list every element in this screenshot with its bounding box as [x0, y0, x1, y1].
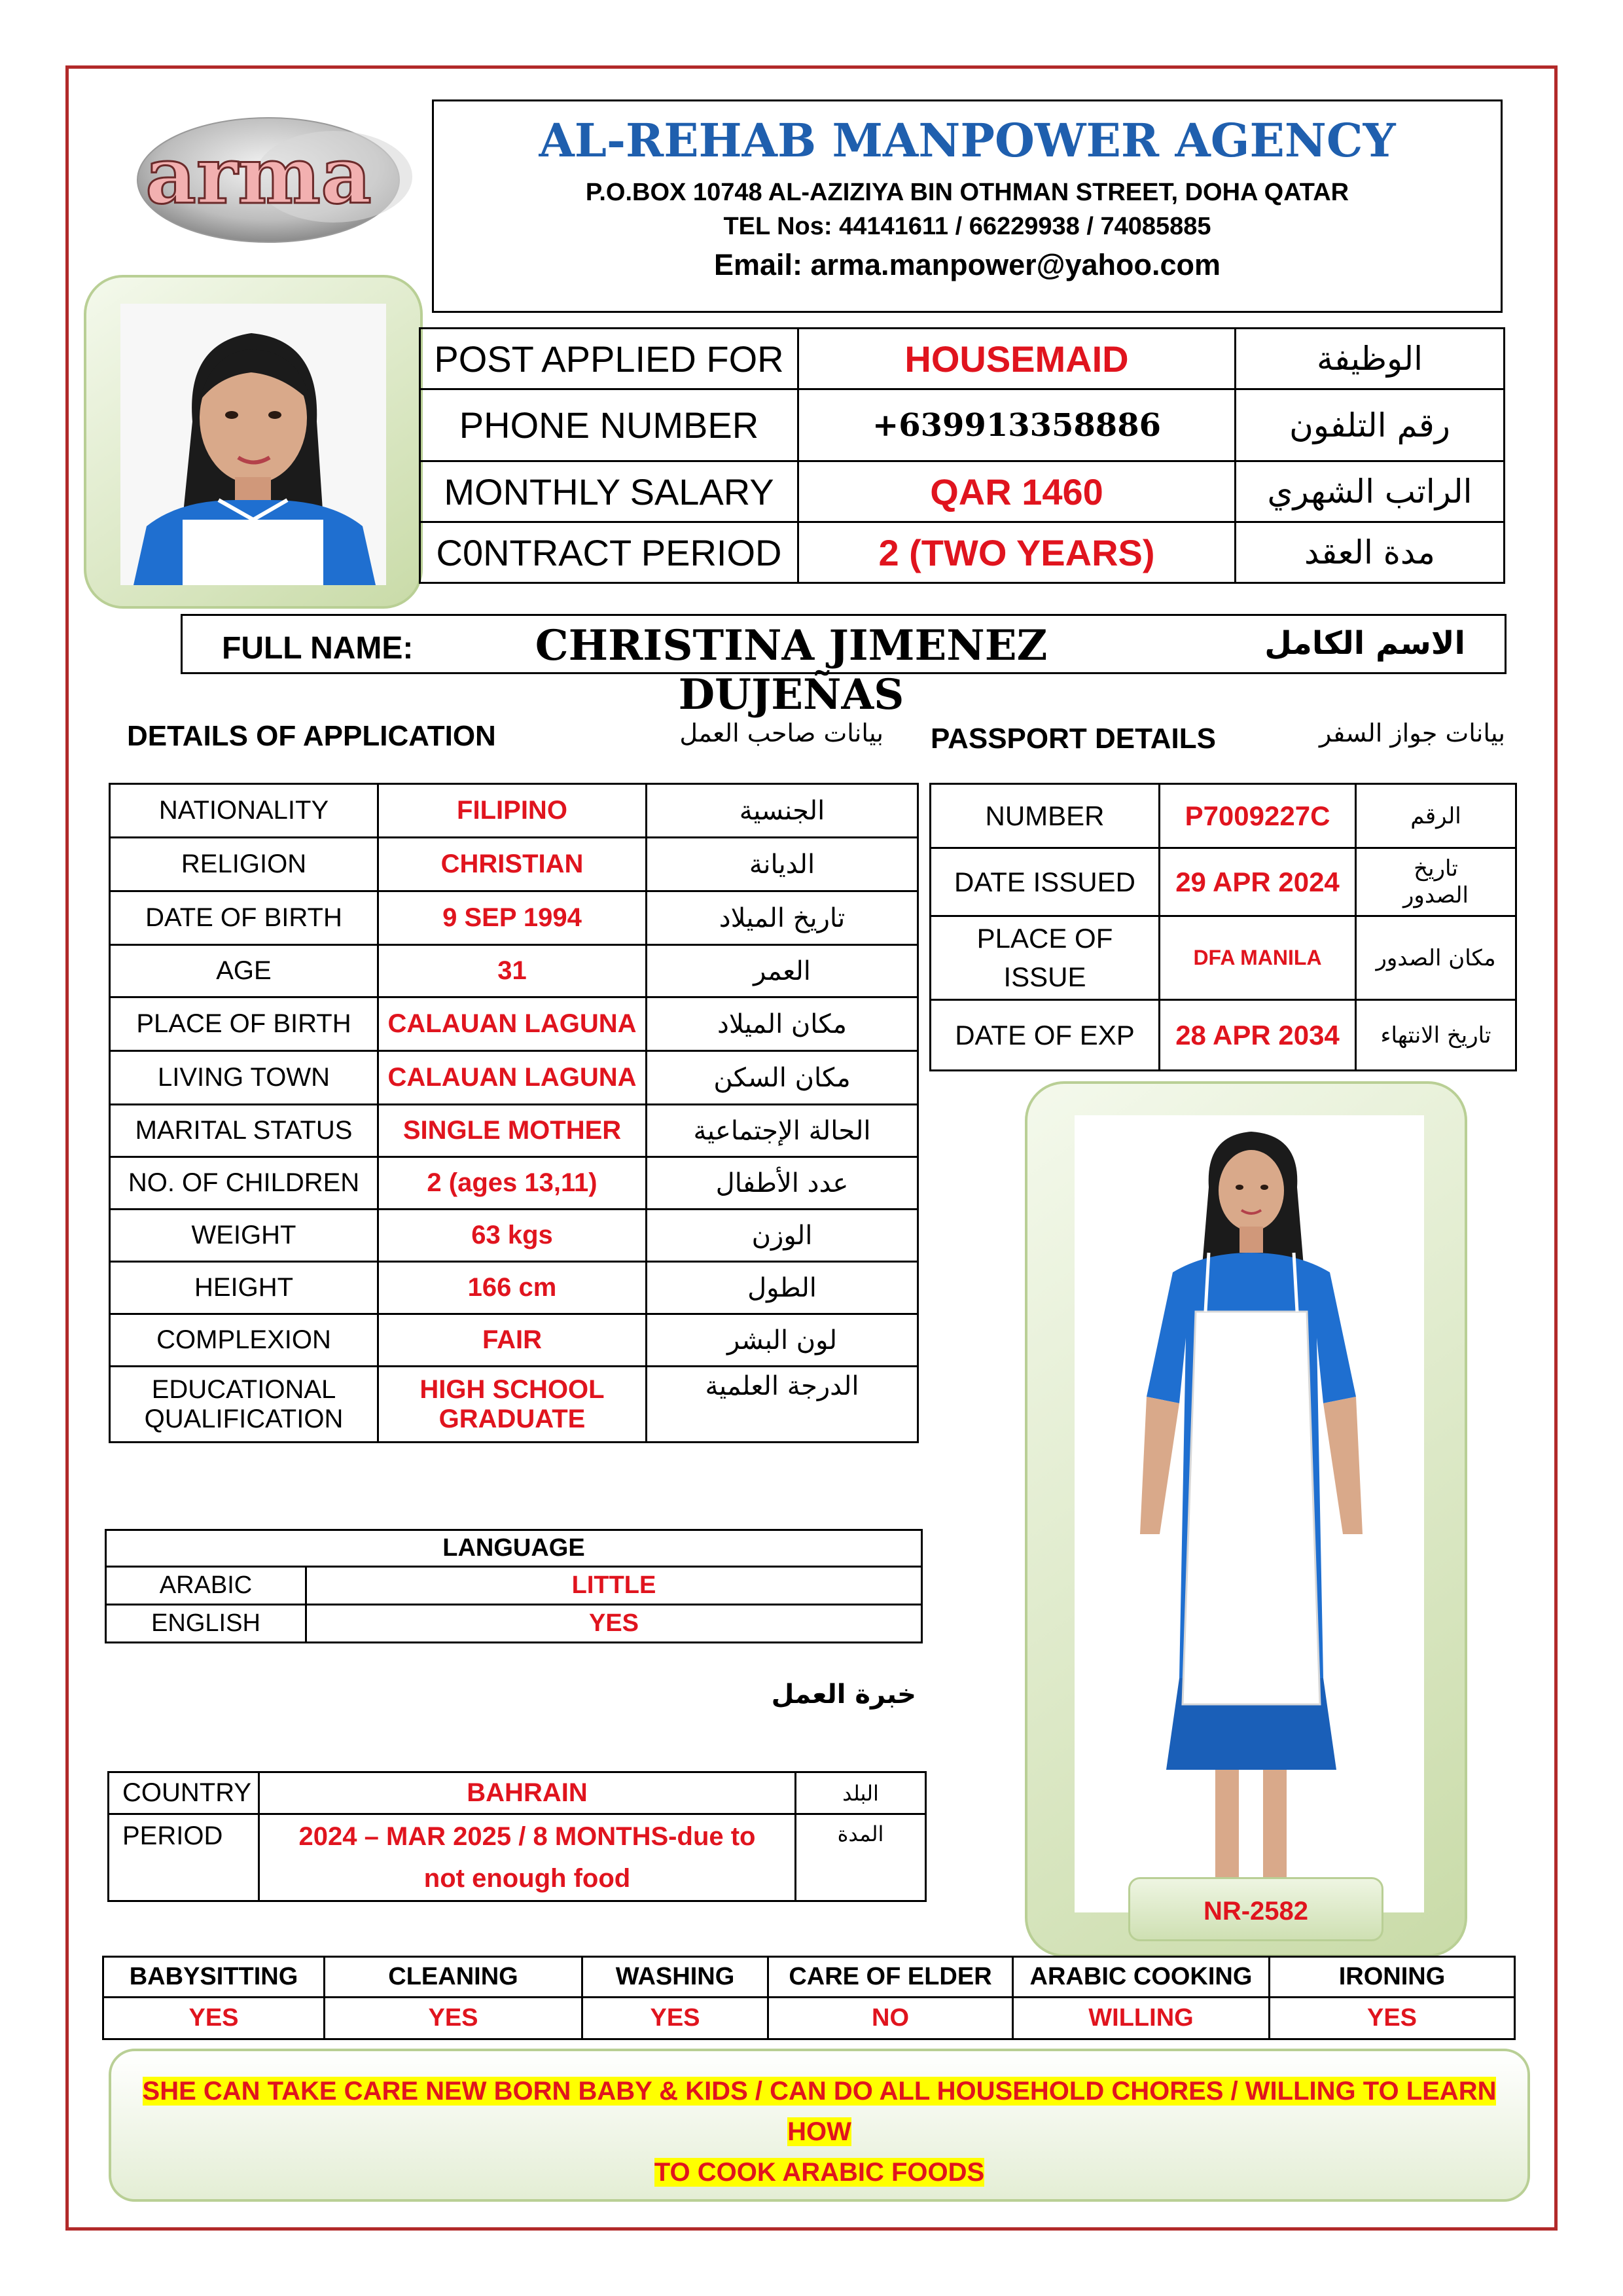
- experience-title-ar: خبرة العمل: [771, 1679, 916, 1710]
- education-label-line: EDUCATIONAL: [151, 1374, 336, 1404]
- experience-value-line: 2024 – MAR 2025 / 8 MONTHS-due to: [298, 1822, 756, 1851]
- detail-label: MARITAL STATUS: [110, 1105, 378, 1157]
- portrait-frame: [84, 275, 423, 609]
- remarks-text: [111, 2071, 1527, 2193]
- skill-value: YES: [325, 1998, 582, 2039]
- detail-value: FILIPINO: [378, 784, 647, 838]
- detail-value: 63 kgs: [378, 1210, 647, 1262]
- detail-label-ar: العمر: [647, 945, 918, 997]
- detail-value: 9 SEP 1994: [378, 891, 647, 945]
- education-value: [378, 1367, 647, 1443]
- detail-label-ar: مكان الميلاد: [647, 997, 918, 1051]
- svg-text:arma: arma: [145, 130, 372, 222]
- passport-label-ar-line: تاريخ: [1414, 855, 1458, 882]
- detail-label-ar: الديانة: [647, 838, 918, 891]
- detail-label-ar: الوزن: [647, 1210, 918, 1262]
- skill-label: WASHING: [582, 1957, 768, 1998]
- passport-label: DATE ISSUED: [931, 848, 1160, 916]
- experience-value: [259, 1814, 796, 1901]
- full-body-photo: [1075, 1115, 1424, 1912]
- job-label: C0NTRACT PERIOD: [420, 522, 798, 583]
- passport-label-ar: تاريخ الانتهاء: [1356, 1000, 1516, 1071]
- full-body-photo-frame: [1025, 1081, 1467, 1957]
- skill-label: IRONING: [1270, 1957, 1515, 1998]
- passport-label: NUMBER: [931, 784, 1160, 848]
- education-label: [110, 1367, 378, 1443]
- detail-value: 2 (ages 13,11): [378, 1157, 647, 1210]
- passport-label: [931, 916, 1160, 1000]
- job-value: QAR 1460: [798, 461, 1236, 522]
- full-name-ar: الاسم الكامل: [1264, 625, 1465, 662]
- job-label-ar: رقم التلفون: [1236, 389, 1505, 461]
- education-value-line: GRADUATE: [438, 1404, 586, 1433]
- language-title: LANGUAGE: [106, 1530, 922, 1567]
- skill-value: YES: [103, 1998, 325, 2039]
- detail-value: 166 cm: [378, 1262, 647, 1314]
- education-value-line: HIGH SCHOOL: [419, 1374, 605, 1404]
- job-value: 2 (TWO YEARS): [798, 522, 1236, 583]
- passport-label: DATE OF EXP: [931, 1000, 1160, 1071]
- job-label: PHONE NUMBER: [420, 389, 798, 461]
- details-table: [109, 783, 919, 1443]
- detail-value: SINGLE MOTHER: [378, 1105, 647, 1157]
- skill-value: NO: [768, 1998, 1013, 2039]
- passport-title: PASSPORT DETAILS: [931, 723, 1216, 755]
- skill-label: BABYSITTING: [103, 1957, 325, 1998]
- experience-value-line: not enough food: [423, 1864, 631, 1893]
- skill-value: YES: [1270, 1998, 1515, 2039]
- experience-label: COUNTRY: [109, 1772, 259, 1814]
- skill-label: CLEANING: [325, 1957, 582, 1998]
- detail-label: NO. OF CHILDREN: [110, 1157, 378, 1210]
- detail-label: DATE OF BIRTH: [110, 891, 378, 945]
- details-title-ar: بيانات صاحب العمل: [679, 719, 883, 747]
- full-name-value: CHRISTINA JIMENEZ DUJEÑAS: [535, 621, 1048, 719]
- detail-label: LIVING TOWN: [110, 1051, 378, 1105]
- experience-label-ar: المدة: [796, 1814, 926, 1901]
- passport-value: P7009227C: [1160, 784, 1356, 848]
- detail-label: PLACE OF BIRTH: [110, 997, 378, 1051]
- job-table: [419, 327, 1505, 584]
- passport-label-ar: مكان الصدور: [1356, 916, 1516, 1000]
- job-label: POST APPLIED FOR: [420, 329, 798, 389]
- detail-label-ar: لون البشر: [647, 1314, 918, 1367]
- job-label: MONTHLY SALARY: [420, 461, 798, 522]
- detail-label-ar: الطول: [647, 1262, 918, 1314]
- agency-address: P.O.BOX 10748 AL-AZIZIYA BIN OTHMAN STREET, DOHA QATAR: [585, 179, 1349, 206]
- detail-label-ar: الجنسية: [647, 784, 918, 838]
- remarks-line: TO COOK ARABIC FOODS: [654, 2158, 985, 2187]
- detail-label-ar: تاريخ الميلاد: [647, 891, 918, 945]
- agency-email: Email: arma.manpower@yahoo.com: [713, 248, 1221, 281]
- experience-table: [107, 1771, 927, 1902]
- passport-label-line: ISSUE: [1003, 961, 1086, 992]
- passport-value: DFA MANILA: [1160, 916, 1356, 1000]
- job-value: HOUSEMAID: [798, 329, 1236, 389]
- remarks-line: SHE CAN TAKE CARE NEW BORN BABY & KIDS / CAN DO ALL HOUSEHOLD CHORES / WILLING TO LEARN HOW: [142, 2077, 1497, 2146]
- experience-label: PERIOD: [109, 1814, 259, 1901]
- agency-header: [432, 99, 1503, 313]
- detail-label-ar: عدد الأطفال: [647, 1157, 918, 1210]
- detail-label: COMPLEXION: [110, 1314, 378, 1367]
- passport-label-ar-line: الصدور: [1403, 882, 1469, 908]
- detail-value: 31: [378, 945, 647, 997]
- detail-label: WEIGHT: [110, 1210, 378, 1262]
- language-label: ENGLISH: [106, 1605, 306, 1643]
- passport-value: 28 APR 2034: [1160, 1000, 1356, 1071]
- passport-value: 29 APR 2024: [1160, 848, 1356, 916]
- passport-table: [929, 783, 1517, 1071]
- language-value: YES: [306, 1605, 922, 1643]
- portrait-photo: [120, 304, 386, 585]
- job-value: +639913358886: [798, 389, 1236, 461]
- job-label-ar: الراتب الشهري: [1236, 461, 1505, 522]
- detail-value: FAIR: [378, 1314, 647, 1367]
- language-value: LITTLE: [306, 1567, 922, 1605]
- experience-value: BAHRAIN: [259, 1772, 796, 1814]
- passport-label-line: PLACE OF: [976, 922, 1113, 954]
- experience-label-ar: البلد: [796, 1772, 926, 1814]
- detail-label-ar: مكان السكن: [647, 1051, 918, 1105]
- detail-label: RELIGION: [110, 838, 378, 891]
- reference-code: NR-2582: [1128, 1877, 1383, 1941]
- skill-label: ARABIC COOKING: [1013, 1957, 1270, 1998]
- detail-label: AGE: [110, 945, 378, 997]
- detail-label: HEIGHT: [110, 1262, 378, 1314]
- details-title: DETAILS OF APPLICATION: [127, 720, 496, 752]
- skill-label: CARE OF ELDER: [768, 1957, 1013, 1998]
- agency-logo: [118, 105, 432, 255]
- education-label-ar: الدرجة العلمية: [647, 1367, 918, 1443]
- education-label-line: QUALIFICATION: [144, 1404, 344, 1433]
- full-name-bar: [181, 614, 1507, 719]
- detail-label: NATIONALITY: [110, 784, 378, 838]
- job-label-ar: مدة العقد: [1236, 522, 1505, 583]
- detail-value: CHRISTIAN: [378, 838, 647, 891]
- detail-label-ar: الحالة الإجتماعية: [647, 1105, 918, 1157]
- remarks-box: [109, 2049, 1530, 2202]
- job-label-ar: الوظيفة: [1236, 329, 1505, 389]
- skill-value: YES: [582, 1998, 768, 2039]
- agency-name: AL-REHAB MANPOWER AGENCY: [539, 113, 1396, 168]
- full-name-label: FULL NAME:: [222, 631, 414, 666]
- passport-label-ar: الرقم: [1356, 784, 1516, 848]
- passport-label-ar: [1356, 848, 1516, 916]
- detail-value: CALAUAN LAGUNA: [378, 1051, 647, 1105]
- agency-tel: TEL Nos: 44141611 / 66229938 / 74085885: [723, 213, 1211, 240]
- passport-title-ar: بيانات جواز السفر: [1319, 719, 1505, 747]
- skill-value: WILLING: [1013, 1998, 1270, 2039]
- skills-table: [102, 1956, 1516, 2040]
- language-table: [105, 1529, 923, 1643]
- detail-value: CALAUAN LAGUNA: [378, 997, 647, 1051]
- language-label: ARABIC: [106, 1567, 306, 1605]
